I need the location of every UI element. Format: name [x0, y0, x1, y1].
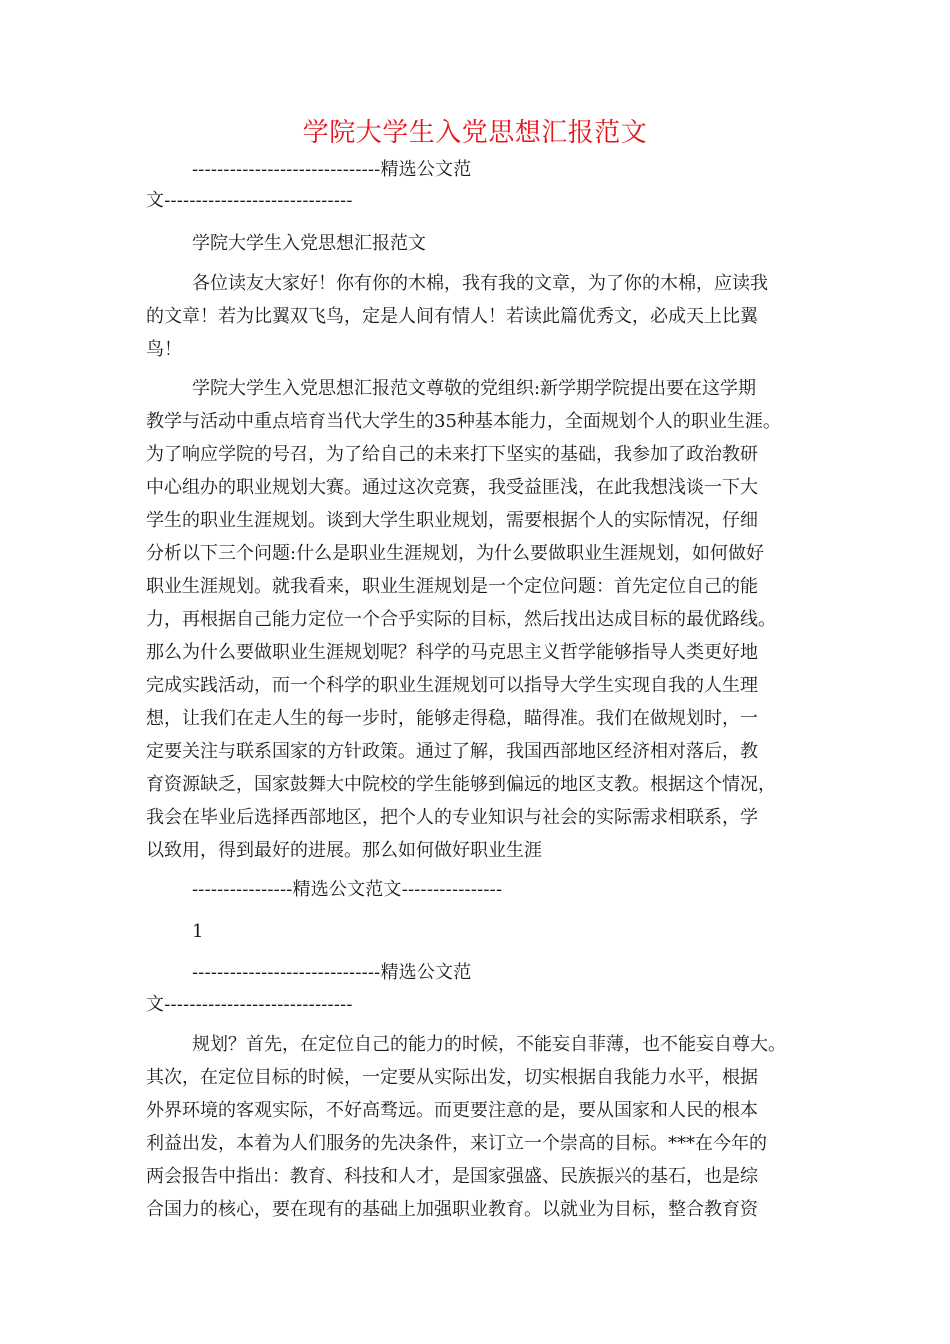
body-line: 为了响应学院的号召，为了给自己的未来打下坚实的基础，我参加了政治教研 [146, 444, 758, 465]
body-line: 规划？首先，在定位自己的能力的时候，不能妄自菲薄，也不能妄自尊大。 [192, 1034, 786, 1055]
document-subtitle: 学院大学生入党思想汇报范文 [192, 233, 426, 254]
body-line: 职业生涯规划。就我看来，职业生涯规划是一个定位问题：首先定位自己的能 [146, 576, 758, 597]
body-line: 完成实践活动，而一个科学的职业生涯规划可以指导大学生实现自我的人生理 [146, 675, 758, 696]
header-separator-line2: 文------------------------------ [146, 994, 353, 1015]
page-number: 1 [192, 921, 204, 942]
body-line: 育资源缺乏，国家鼓舞大中院校的学生能够到偏远的地区支教。根据这个情况， [146, 774, 776, 795]
body-line: 分析以下三个问题:什么是职业生涯规划，为什么要做职业生涯规划，如何做好 [146, 543, 765, 564]
footer-separator: ----------------精选公文范文---------------- [192, 879, 503, 900]
body-line: 中心组办的职业规划大赛。通过这次竞赛，我受益匪浅，在此我想浅谈一下大 [146, 477, 758, 498]
body-line: 学生的职业生涯规划。谈到大学生职业规划，需要根据个人的实际情况，仔细 [146, 510, 758, 531]
body-line: 合国力的核心，要在现有的基础上加强职业教育。以就业为目标，整合教育资 [146, 1199, 758, 1220]
body-line: 力，再根据自己能力定位一个合乎实际的目标，然后找出达成目标的最优路线。 [146, 609, 776, 630]
body-line: 以致用，得到最好的进展。那么如何做好职业生涯 [146, 840, 542, 861]
intro-line: 的文章！若为比翼双飞鸟，定是人间有情人！若读此篇优秀文，必成天上比翼 [146, 306, 758, 327]
document-title: 学院大学生入党思想汇报范文 [302, 118, 648, 148]
body-line: 两会报告中指出：教育、科技和人才，是国家强盛、民族振兴的基石，也是综 [146, 1166, 758, 1187]
body-line: 定要关注与联系国家的方针政策。通过了解，我国西部地区经济相对落后，教 [146, 741, 758, 762]
body-line: 学院大学生入党思想汇报范文尊敬的党组织:新学期学院提出要在这学期 [192, 378, 757, 399]
body-line: 其次，在定位目标的时候，一定要从实际出发，切实根据自我能力水平，根据 [146, 1067, 758, 1088]
header-separator-line1: ------------------------------精选公文范 [192, 159, 472, 180]
body-line: 我会在毕业后选择西部地区，把个人的专业知识与社会的实际需求相联系，学 [146, 807, 758, 828]
header-separator-line1: ------------------------------精选公文范 [192, 962, 472, 983]
body-line: 教学与活动中重点培育当代大学生的35种基本能力，全面规划个人的职业生涯。 [146, 411, 781, 432]
intro-line: 各位读友大家好！你有你的木棉，我有我的文章，为了你的木棉，应读我 [192, 273, 768, 294]
body-line: 那么为什么要做职业生涯规划呢？科学的马克思主义哲学能够指导人类更好地 [146, 642, 758, 663]
body-line: 想，让我们在走人生的每一步时，能够走得稳，瞄得准。我们在做规划时，一 [146, 708, 758, 729]
header-separator-line2: 文------------------------------ [146, 190, 353, 211]
intro-line: 鸟！ [146, 339, 182, 360]
body-line: 利益出发，本着为人们服务的先决条件，来订立一个崇高的目标。***在今年的 [146, 1133, 767, 1154]
body-line: 外界环境的客观实际，不好高骛远。而更要注意的是，要从国家和人民的根本 [146, 1100, 758, 1121]
